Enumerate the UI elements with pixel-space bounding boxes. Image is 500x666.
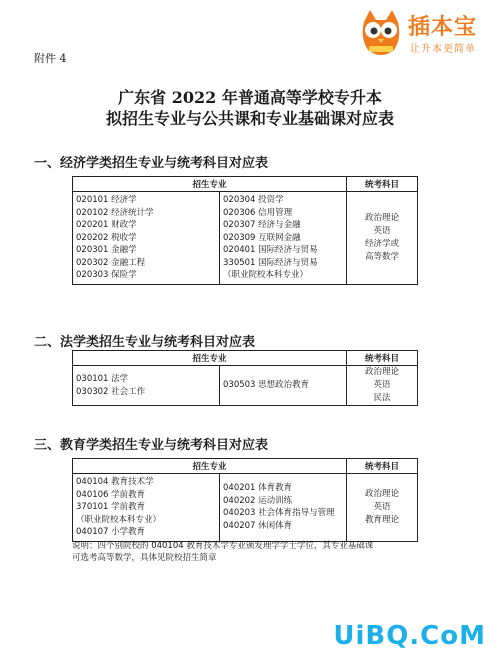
table-education (72, 458, 418, 542)
footnote-line: 说明：四个别院校的 040104 教育技术学专业颁发理学学士学位，其专业基础课 (72, 541, 374, 551)
list-item: 370101 学前教育 (76, 502, 146, 512)
list-item: 020304 投资学 (223, 195, 284, 205)
list-item: 020401 国际经济与贸易 (223, 245, 318, 255)
brand-logo (358, 6, 496, 62)
exam-item: 英语 (373, 501, 391, 512)
exam-item: 英语 (373, 380, 391, 390)
owl-icon (358, 8, 404, 58)
list-item: 040207 休闲体育 (223, 520, 293, 531)
exam-item: 政治理论 (364, 367, 399, 377)
exam-item: 民法 (373, 393, 391, 403)
section-heading-law: 二、法学类招生专业与统考科目对应表 (34, 335, 256, 350)
exam-item: 高等数学 (364, 251, 399, 262)
table-economics (72, 176, 418, 285)
footnote (72, 540, 422, 564)
list-item: 020309 互联网金融 (223, 232, 301, 243)
exam-item: 政治理论 (364, 488, 399, 499)
list-item: 020302 金融工程 (76, 257, 146, 268)
attachment-label: 附件 4 (34, 52, 67, 65)
list-item: 030503 思想政治教育 (223, 380, 310, 391)
list-item: （职业院校本科专业） (223, 270, 309, 280)
exam-subjects (347, 366, 418, 406)
list-item: 020202 税收学 (76, 232, 137, 243)
exam-item: 教育理论 (364, 514, 399, 525)
exam-item: 英语 (373, 225, 391, 236)
list-item: 040106 学前教育 (76, 489, 146, 500)
list-item: 020102 经济统计学 (76, 207, 154, 218)
list-item: 040201 体育教育 (223, 483, 293, 494)
list-item: 020306 信用管理 (223, 207, 293, 218)
list-item: 020201 财政学 (76, 220, 137, 230)
list-item: 020307 经济与金融 (223, 220, 301, 230)
exam-item: 经济学或 (364, 238, 399, 249)
exam-subjects (347, 192, 418, 285)
brand-name: 插本宝 (408, 15, 478, 40)
table-law (72, 350, 418, 406)
header-exam: 统考科目 (347, 351, 418, 366)
header-exam: 统考科目 (347, 459, 418, 474)
list-item: 040104 教育技术学 (76, 477, 154, 487)
list-item: 020303 保险学 (76, 270, 137, 280)
list-item: （职业院校本科专业） (76, 514, 162, 525)
list-item: 030302 社会工作 (76, 386, 146, 397)
list-item: 330501 国际经济与贸易 (223, 257, 318, 268)
major-list-right (220, 366, 347, 406)
header-major: 招生专业 (73, 459, 347, 474)
list-item: 030101 法学 (76, 374, 129, 384)
header-major: 招生专业 (73, 351, 347, 366)
brand-slogan: 让升本更简单 (410, 44, 476, 55)
major-list-left (73, 192, 220, 285)
major-list-right (220, 192, 347, 285)
list-item: 040203 社会体育指导与管理 (223, 508, 335, 519)
header-major: 招生专业 (73, 177, 347, 192)
header-exam: 统考科目 (347, 177, 418, 192)
footnote-line: 可选考高等数学，具体见院校招生简章 (72, 553, 217, 563)
list-item: 020301 金融学 (76, 245, 137, 255)
major-list-right (220, 474, 347, 542)
major-list-left (73, 366, 220, 406)
page-title-line1: 广东省 2022 年普通高等学校专升本 (118, 88, 382, 107)
page-title-line2: 拟招生专业与公共课和专业基础课对应表 (105, 109, 394, 128)
list-item: 020101 经济学 (76, 195, 137, 205)
list-item: 040202 运动训练 (223, 495, 293, 506)
section-heading-education: 三、教育学类招生专业与统考科目对应表 (34, 438, 269, 453)
exam-subjects (347, 474, 418, 542)
major-list-left (73, 474, 220, 542)
section-heading-economics: 一、经济学类招生专业与统考科目对应表 (34, 156, 269, 171)
exam-item: 政治理论 (364, 212, 399, 223)
watermark: UiBQ.CoM (333, 621, 486, 651)
list-item: 040107 小学教育 (76, 527, 146, 537)
